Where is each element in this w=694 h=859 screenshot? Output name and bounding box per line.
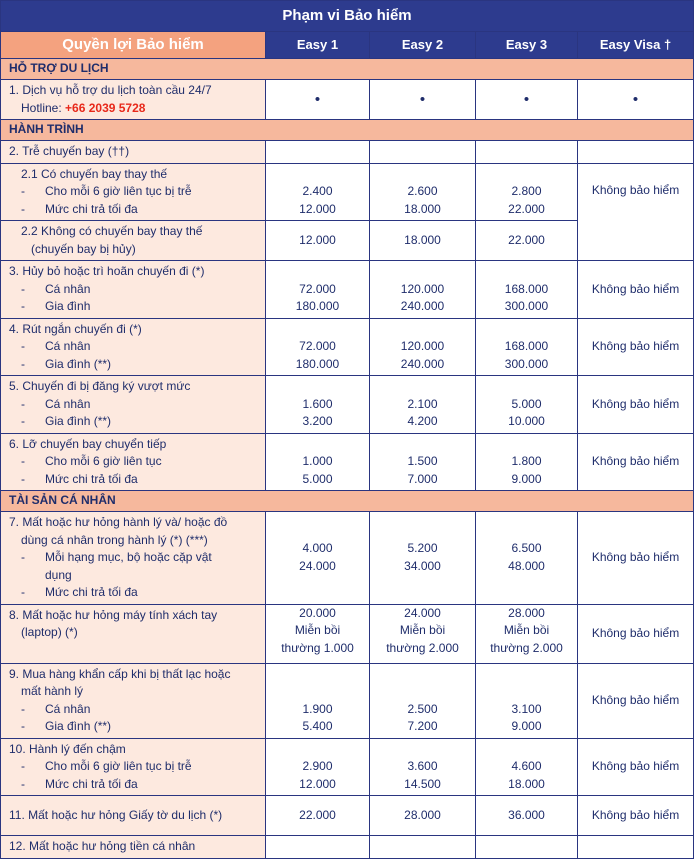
hotline-label: Hotline:: [21, 100, 66, 115]
table-row: [1, 141, 694, 164]
value-cell: 1.500 7.000: [370, 433, 476, 491]
table-row: [1, 663, 694, 738]
table-row: [1, 376, 694, 434]
not-covered: Không bảo hiểm: [578, 512, 694, 605]
value-cell: 2.100 4.200: [370, 376, 476, 434]
not-covered: Không bảo hiểm: [578, 261, 694, 319]
value-cell: 168.000 300.000: [476, 318, 578, 376]
row-label: 11. Mất hoặc hư hỏng Giấy tờ du lịch (*): [1, 796, 266, 836]
value-cell: 2.500 7.200: [370, 663, 476, 738]
table-row: [1, 318, 694, 376]
table-row: [1, 836, 694, 859]
row-label: 6. Lỡ chuyến bay chuyển tiếp - Cho mỗi 6 giờ liên tục - Mức chi trả tối đa: [1, 433, 266, 491]
not-covered: Không bảo hiểm: [578, 604, 694, 663]
value-cell: 20.000 Miễn bồi thường 1.000: [266, 604, 370, 663]
not-covered: Không bảo hiểm: [578, 376, 694, 434]
value-cell: 120.000 240.000: [370, 261, 476, 319]
table-row: [1, 512, 694, 605]
not-covered: Không bảo hiểm: [578, 663, 694, 738]
section-personal-property: TÀI SẢN CÁ NHÂN: [1, 491, 694, 512]
value-cell: 2.800 22.000: [476, 163, 578, 221]
hotline-number: +66 2039 5728: [65, 100, 146, 115]
value-cell: 5.200 34.000: [370, 512, 476, 605]
row-label: 2. Trễ chuyến bay (††): [1, 141, 266, 164]
table-row: [1, 261, 694, 319]
value-cell: 28.000 Miễn bồi thường 2.000: [476, 604, 578, 663]
value-cell: 3.100 9.000: [476, 663, 578, 738]
value-cell: 1.800 9.000: [476, 433, 578, 491]
row-label: 10. Hành lý đến chậm - Cho mỗi 6 giờ liên tục bị trễ - Mức chi trả tối đa: [1, 738, 266, 796]
value-cell: 2.400 12.000: [266, 163, 370, 221]
header-benefits: Quyền lợi Bảo hiểm: [1, 32, 266, 59]
value-cell: 168.000 300.000: [476, 261, 578, 319]
value-cell: 6.500 48.000: [476, 512, 578, 605]
table-row: [1, 738, 694, 796]
bullet-icon: •: [476, 80, 578, 120]
value-cell: 1.600 3.200: [266, 376, 370, 434]
value-cell: 24.000 Miễn bồi thường 2.000: [370, 604, 476, 663]
row-label: 7. Mất hoặc hư hỏng hành lý và/ hoặc đồ dùng cá nhân trong hành lý (*) (***) - Mỗi hạng mục, bộ hoặc cặp vật dụng - Mức chi trả tối đa: [1, 512, 266, 605]
not-covered: Không bảo hiểm: [578, 738, 694, 796]
not-covered: Không bảo hiểm: [578, 163, 694, 261]
table-row: 11. Mất hoặc hư hỏng Giấy tờ du lịch (*) 22.000 28.000 36.000 Không bảo hiểm: [1, 796, 694, 836]
value-cell: 72.000 180.000: [266, 261, 370, 319]
value-cell: 1.000 5.000: [266, 433, 370, 491]
bullet-icon: •: [266, 80, 370, 120]
row-label: 2.1 Có chuyến bay thay thế - Cho mỗi 6 giờ liên tục bị trễ - Mức chi trả tối đa: [1, 163, 266, 221]
section-travel-assistance: HỖ TRỢ DU LỊCH: [1, 59, 694, 80]
bullet-icon: •: [370, 80, 476, 120]
row-label: 3. Hủy bỏ hoặc trì hoãn chuyến đi (*) - Cá nhân - Gia đình: [1, 261, 266, 319]
value-cell: 5.000 10.000: [476, 376, 578, 434]
not-covered: Không bảo hiểm: [578, 318, 694, 376]
row-label: 2.2 Không có chuyến bay thay thế (chuyến bay bị hủy): [1, 221, 266, 261]
row-label: 5. Chuyến đi bị đăng ký vượt mức - Cá nhân - Gia đình (**): [1, 376, 266, 434]
section-journey: HÀNH TRÌNH: [1, 120, 694, 141]
table-row: [1, 433, 694, 491]
row-label: 4. Rút ngắn chuyến đi (*) - Cá nhân - Gia đình (**): [1, 318, 266, 376]
value-cell: 3.600 14.500: [370, 738, 476, 796]
header-easy-3: Easy 3: [476, 32, 578, 59]
value-cell: 4.000 24.000: [266, 512, 370, 605]
value-cell: 72.000 180.000: [266, 318, 370, 376]
header-easy-1: Easy 1: [266, 32, 370, 59]
not-covered: Không bảo hiểm: [578, 796, 694, 836]
table-row: [1, 163, 694, 221]
value-cell: 120.000 240.000: [370, 318, 476, 376]
value-cell: 2.600 18.000: [370, 163, 476, 221]
table-title: Phạm vi Bảo hiểm: [1, 1, 694, 32]
value-cell: 1.900 5.400: [266, 663, 370, 738]
table-row: 2.2 Không có chuyến bay thay thế (chuyến bay bị hủy) 12.000 18.000 22.000: [1, 221, 694, 261]
header-easy-2: Easy 2: [370, 32, 476, 59]
value-cell: 2.900 12.000: [266, 738, 370, 796]
row-label: 12. Mất hoặc hư hỏng tiền cá nhân: [1, 836, 266, 859]
row-label: 1. Dịch vụ hỗ trợ du lịch toàn cầu 24/7 Hotline: +66 2039 5728: [1, 80, 266, 120]
table-row: [1, 604, 694, 663]
row-label: 9. Mua hàng khẩn cấp khi bị thất lạc hoặc mất hành lý - Cá nhân - Gia đình (**): [1, 663, 266, 738]
table-row: [1, 80, 694, 120]
value-cell: 4.600 18.000: [476, 738, 578, 796]
bullet-icon: •: [578, 80, 694, 120]
row-label: 8. Mất hoặc hư hỏng máy tính xách tay (laptop) (*): [1, 604, 266, 663]
header-easy-visa: Easy Visa †: [578, 32, 694, 59]
not-covered: Không bảo hiểm: [578, 433, 694, 491]
